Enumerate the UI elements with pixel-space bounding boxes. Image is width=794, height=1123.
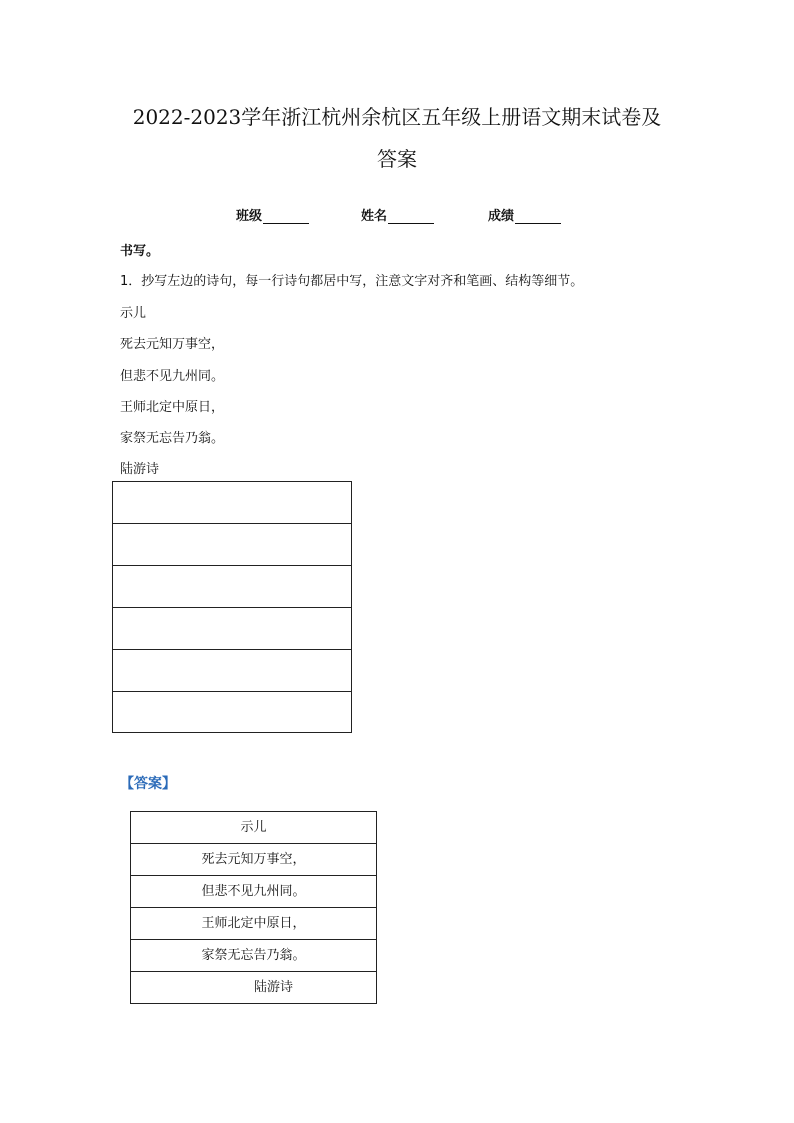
answer-row-1: 死去元知万事空， xyxy=(131,844,376,876)
poem-title: 示儿 xyxy=(120,306,147,321)
answer-label: 【答案】 xyxy=(120,776,176,792)
writing-row[interactable] xyxy=(113,608,351,650)
class-label: 班级 xyxy=(236,209,263,224)
copy-writing-box xyxy=(112,481,352,733)
section-heading: 书写。 xyxy=(120,244,160,259)
page-title-continued: 答案 xyxy=(377,147,417,171)
poem-line-2: 但悲不见九州同。 xyxy=(120,369,225,384)
writing-row[interactable] xyxy=(113,566,351,608)
name-field xyxy=(361,205,434,224)
writing-row[interactable] xyxy=(113,692,351,734)
score-field xyxy=(488,205,561,224)
writing-row[interactable] xyxy=(113,650,351,692)
answer-row-2: 但悲不见九州同。 xyxy=(131,876,376,908)
class-field xyxy=(236,205,309,224)
writing-row[interactable] xyxy=(113,524,351,566)
question-text: 1．抄写左边的诗句，每一行诗句都居中写，注意文字对齐和笔画、结构等细节。 xyxy=(120,274,584,289)
name-blank[interactable] xyxy=(388,209,434,224)
writing-row[interactable] xyxy=(113,482,351,524)
page-title: 2022-2023学年浙江杭州余杭区五年级上册语文期末试卷及 xyxy=(132,105,662,129)
student-info-row xyxy=(0,205,794,227)
score-blank[interactable] xyxy=(515,209,561,224)
answer-table xyxy=(130,811,377,1004)
answer-row-4: 家祭无忘告乃翁。 xyxy=(131,940,376,972)
poem-author: 陆游诗 xyxy=(120,462,160,477)
answer-row-3: 王师北定中原日， xyxy=(131,908,376,940)
poem-line-3: 王师北定中原日， xyxy=(120,400,225,415)
poem-line-1: 死去元知万事空， xyxy=(120,337,225,352)
answer-row-title: 示儿 xyxy=(131,812,376,844)
poem-line-4: 家祭无忘告乃翁。 xyxy=(120,431,225,446)
name-label: 姓名 xyxy=(361,209,388,224)
answer-row-author: 陆游诗 xyxy=(253,980,293,995)
class-blank[interactable] xyxy=(263,209,309,224)
score-label: 成绩 xyxy=(488,209,515,224)
